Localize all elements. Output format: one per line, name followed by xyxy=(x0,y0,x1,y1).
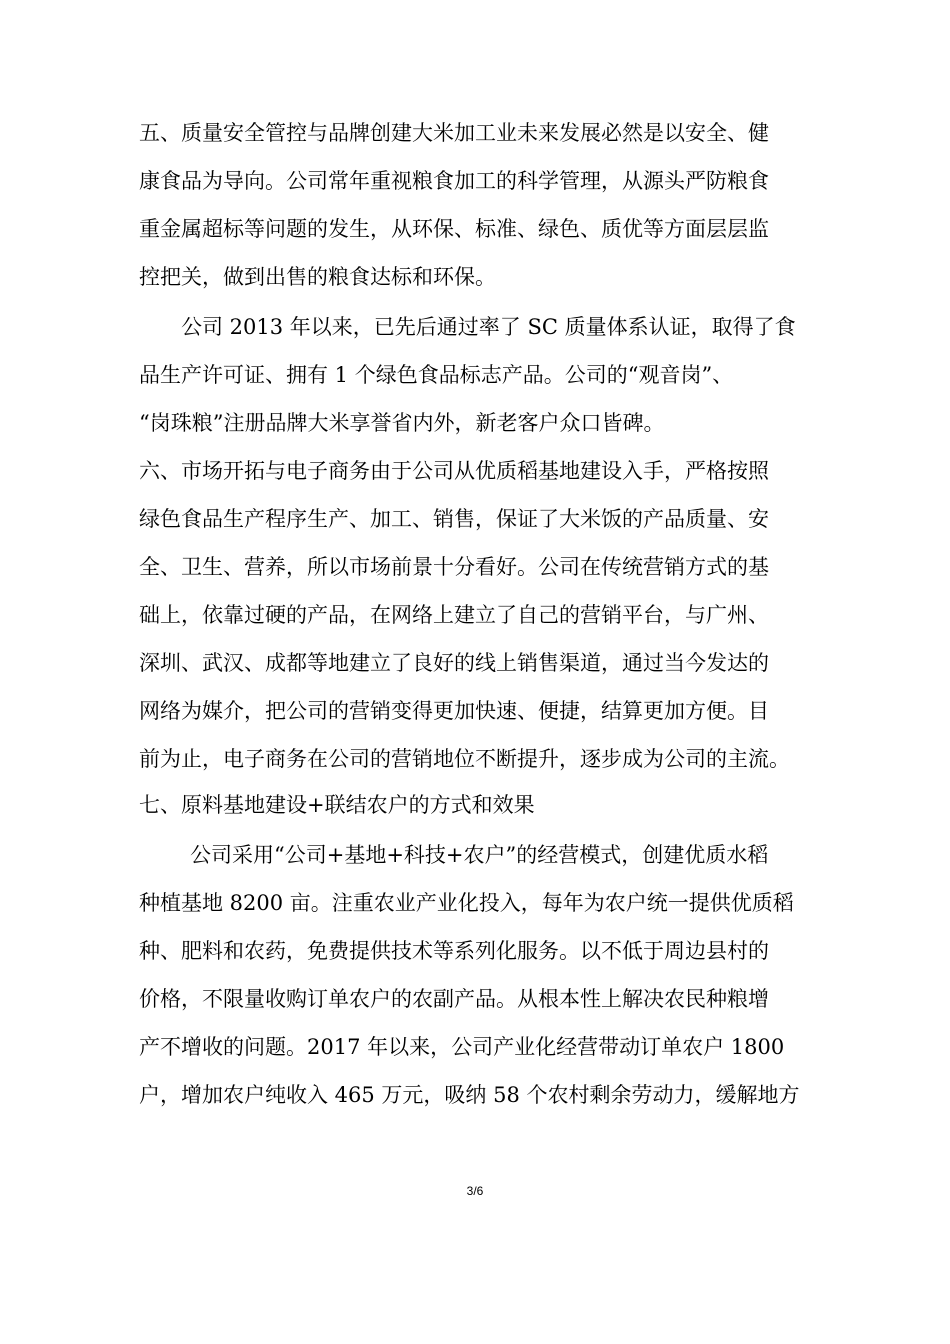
section-6-heading-line: 六、市场开拓与电子商务由于公司从优质稻基地建设入手，严格按照 xyxy=(139,459,769,483)
section-5-heading-line: 五、质量安全管控与品牌创建大米加工业未来发展必然是以安全、健 xyxy=(139,121,769,145)
text-line: 种植基地 8200 亩。注重农业产业化投入，每年为农户统一提供优质稻 xyxy=(139,891,794,915)
text-line: 控把关，做到出售的粮食达标和环保。 xyxy=(139,265,496,289)
text-line: 康食品为导向。公司常年重视粮食加工的科学管理，从源头严防粮食 xyxy=(139,169,769,193)
text-line: 全、卫生、营养，所以市场前景十分看好。公司在传统营销方式的基 xyxy=(139,555,769,579)
paragraph-first-line: 公司采用“公司+基地+科技+农户”的经营模式，创建优质水稻 xyxy=(190,843,769,867)
text-line: 绿色食品生产程序生产、加工、销售，保证了大米饭的产品质量、安 xyxy=(139,507,769,531)
text-line: 础上，依靠过硬的产品，在网络上建立了自己的营销平台，与广州、 xyxy=(139,603,769,627)
text-line: 种、肥料和农药，免费提供技术等系列化服务。以不低于周边县村的 xyxy=(139,939,769,963)
text-line: 产不增收的问题。2017 年以来，公司产业化经营带动订单农户 1800 xyxy=(139,1035,785,1059)
text-line: 价格，不限量收购订单农户的农副产品。从根本性上解决农民种粮增 xyxy=(139,987,769,1011)
text-line: 深圳、武汉、成都等地建立了良好的线上销售渠道，通过当今发达的 xyxy=(139,651,769,675)
text-line: 户，增加农户纯收入 465 万元，吸纳 58 个农村剩余劳动力，缓解地方 xyxy=(139,1083,800,1107)
section-7-heading: 七、原料基地建设+联结农户的方式和效果 xyxy=(139,793,535,817)
text-line: 重金属超标等问题的发生，从环保、标准、绿色、质优等方面层层监 xyxy=(139,217,769,241)
text-line: 网络为媒介，把公司的营销变得更加快速、便捷，结算更加方便。目 xyxy=(139,699,769,723)
paragraph-first-line: 公司 2013 年以来，已先后通过率了 SC 质量体系认证，取得了食 xyxy=(181,315,796,339)
text-line: “岗珠粮”注册品牌大米享誉省内外，新老客户众口皆碑。 xyxy=(139,411,665,435)
page-number: 3/6 xyxy=(466,1184,484,1198)
text-line: 品生产许可证、拥有 1 个绿色食品标志产品。公司的“观音岗”、 xyxy=(139,363,734,387)
text-line: 前为止，电子商务在公司的营销地位不断提升，逐步成为公司的主流。 xyxy=(139,747,790,771)
